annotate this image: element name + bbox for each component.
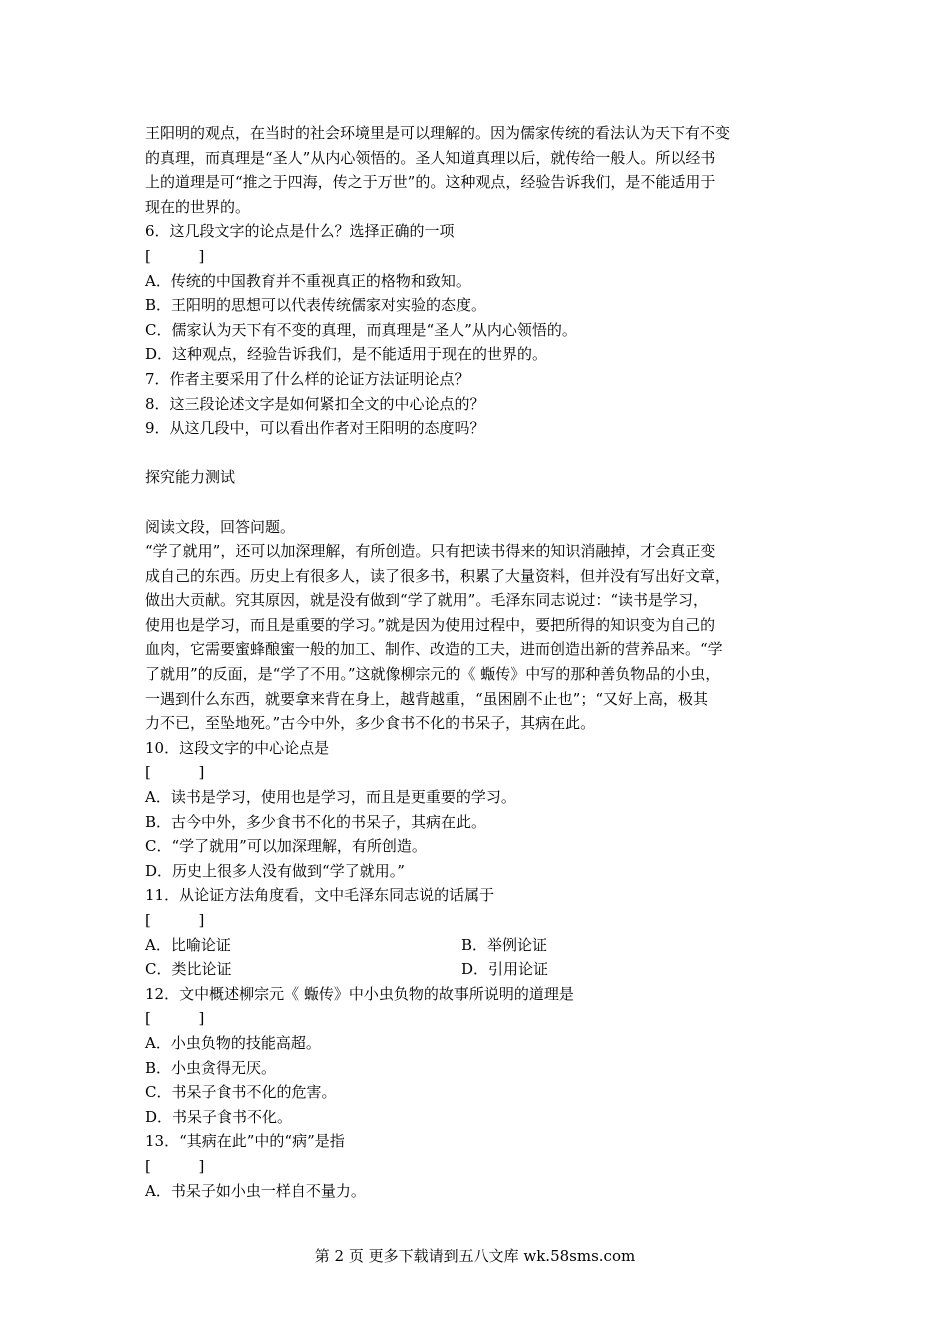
option-b: B．古今中外，多少食书不化的书呆子，其病在此。	[145, 812, 487, 831]
passage-line: “学了就用”，还可以加深理解，有所创造。只有把读书得来的知识消融掉，才会真正变	[145, 542, 716, 561]
answer-bracket: [ ]	[145, 763, 205, 782]
passage-line: 做出大贡献。究其原因，就是没有做到“学了就用”。毛泽东同志说过：“读书是学习，	[145, 591, 709, 610]
answer-bracket: [ ]	[145, 1156, 205, 1175]
passage-line: 使用也是学习，而且是重要的学习。”就是因为使用过程中，要把所得的知识变为自己的	[145, 615, 716, 634]
spacer	[145, 441, 825, 466]
passage-line: 王阳明的观点，在当时的社会环境里是可以理解的。因为儒家传统的看法认为天下有不变	[145, 124, 731, 142]
option-c: C．“学了就用”可以加深理解，有所创造。	[145, 837, 427, 856]
option-a: A．比喻论证	[145, 935, 231, 954]
page-footer: 第 2 页 更多下载请到五八文库 wk.58sms.com	[314, 1247, 636, 1265]
option-a: A．小虫负物的技能高超。	[145, 1033, 321, 1052]
question-text: 6．这几段文字的论点是什么？选择正确的一项	[145, 222, 455, 241]
passage-line: 力不已，至坠地死。”古今中外，多少食书不化的书呆子，其病在此。	[145, 714, 596, 733]
option-d: D．引用论证	[461, 960, 549, 979]
question-10	[145, 736, 825, 884]
passage-line: 上的道理是可“推之于四海，传之于万世”的。这种观点，经验告诉我们，是不能适用于	[145, 173, 716, 192]
option-c: C．类比论证	[145, 960, 232, 979]
passage-line: 一遇到什么东西，就要拿来背在身上，越背越重，“虽困剧不止也”；“又好上高，极其	[145, 689, 709, 708]
passage-line: 现在的世界的。	[145, 197, 251, 216]
question-text: 12．文中概述柳宗元《 蝂传》中小虫负物的故事所说明的道理是	[145, 984, 574, 1003]
option-c: C．儒家认为天下有不变的真理，而真理是“圣人”从内心领悟的。	[145, 320, 577, 339]
option-d: D．历史上很多人没有做到“学了就用。”	[145, 861, 405, 880]
passage-1	[145, 121, 825, 219]
question-13	[145, 1129, 825, 1203]
question-12	[145, 982, 825, 1130]
question-11	[145, 883, 825, 981]
answer-bracket: [ ]	[145, 911, 205, 929]
option-b: B．举例论证	[461, 935, 548, 954]
passage-line: 的真理，而真理是“圣人”从内心领悟的。圣人知道真理以后，就传给一般人。所以经书	[145, 148, 716, 167]
option-d: D．这种观点，经验告诉我们，是不能适用于现在的世界的。	[145, 345, 548, 364]
option-b: B．王阳明的思想可以代表传统儒家对实验的态度。	[145, 296, 487, 315]
page-content	[145, 121, 825, 1203]
section-title: 探究能力测试	[145, 468, 236, 487]
passage-line: 血肉，它需要蜜蜂酿蜜一般的加工、制作、改造的工夫，进而创造出新的营养品来。“学	[145, 640, 723, 659]
passage-line: 成自己的东西。历史上有很多人，读了很多书，积累了大量资料，但并没有写出好文章，	[145, 566, 731, 585]
option-d: D．书呆子食书不化。	[145, 1107, 293, 1126]
question-text: 11．从论证方法角度看，文中毛泽东同志说的话属于	[145, 886, 495, 905]
option-b: B．小虫贪得无厌。	[145, 1058, 277, 1077]
option-a: A．书呆子如小虫一样自不量力。	[145, 1181, 366, 1200]
instruction: 阅读文段，回答问题。	[145, 517, 296, 536]
options-row	[145, 933, 825, 958]
question-9: 9．从这几段中，可以看出作者对王阳明的态度吗？	[145, 419, 485, 438]
option-a: A．传统的中国教育并不重视真正的格物和致知。	[145, 271, 471, 290]
answer-bracket: [ ]	[145, 1009, 205, 1028]
answer-bracket: [ ]	[145, 246, 205, 265]
question-text: 10．这段文字的中心论点是	[145, 738, 330, 757]
question-8: 8．这三段论述文字是如何紧扣全文的中心论点的？	[145, 394, 485, 413]
option-a: A．读书是学习，使用也是学习，而且是更重要的学习。	[145, 788, 516, 807]
question-7: 7．作者主要采用了什么样的论证方法证明论点？	[145, 369, 470, 388]
spacer	[145, 490, 825, 515]
passage-line: 了就用”的反面，是“学了不用。”这就像柳宗元的《 蝂传》中写的那种善负物品的小虫，	[145, 665, 721, 684]
passage-2	[145, 539, 825, 736]
question-text: 13．“其病在此”中的“病”是指	[145, 1132, 345, 1151]
options-row	[145, 957, 825, 982]
question-6	[145, 219, 825, 367]
option-c: C．书呆子食书不化的危害。	[145, 1083, 337, 1102]
